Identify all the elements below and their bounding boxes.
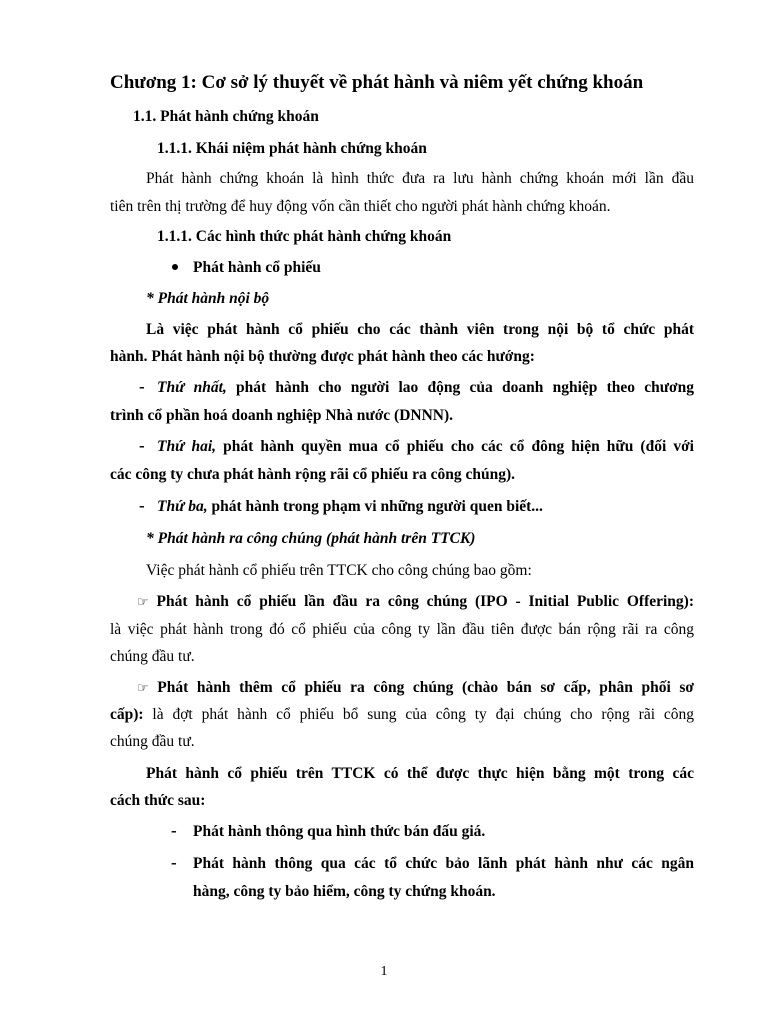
page-number: 1: [380, 964, 388, 979]
subsection-heading-forms: 1.1.1. Các hình thức phát hành chứng khoán: [157, 228, 452, 245]
dash-icon: -: [139, 377, 145, 396]
second-direction-line1: [157, 437, 694, 457]
second-direction-line2: các công ty chưa phát hành rộng rãi cổ phiếu ra công chúng).: [110, 466, 516, 483]
first-direction-line1: [157, 378, 694, 398]
bullet-stock-issuance: Phát hành cổ phiếu: [193, 259, 321, 276]
concept-paragraph-line1: Phát hành chứng khoán là hình thức đưa ra lưu hành chứng khoán mới lần đầu: [146, 170, 694, 187]
first-label: Thứ nhất,: [157, 379, 227, 396]
internal-paragraph-line2: hành. Phát hành nội bộ thường được phát hành theo các hướng:: [110, 348, 535, 365]
second-label: Thứ hai,: [157, 438, 217, 455]
dash-icon: -: [139, 436, 145, 455]
dash-icon: -: [171, 821, 177, 840]
third-label: Thứ ba,: [157, 498, 208, 515]
method-underwrite-line1: Phát hành thông qua các tổ chức bảo lãnh phát hành như các ngân: [193, 855, 694, 872]
subsection-heading-concept: 1.1.1. Khái niệm phát hành chứng khoán: [157, 140, 427, 157]
third-direction-line1: [157, 497, 543, 517]
methods-line1: Phát hành cổ phiếu trên TTCK có thể được thực hiện bằng một trong các: [146, 765, 694, 782]
seo-line2: [110, 705, 694, 725]
method-auction: Phát hành thông qua hình thức bán đấu giá.: [193, 823, 486, 840]
method-underwrite-line2: hàng, công ty bảo hiểm, công ty chứng khoán.: [193, 883, 496, 900]
ipo-line1: [137, 592, 694, 613]
chapter-title: Chương 1: Cơ sở lý thuyết về phát hành và niêm yết chứng khoán: [110, 72, 644, 93]
ipo-line3: chúng đầu tư.: [110, 648, 195, 665]
dash-icon: -: [139, 496, 145, 515]
second-text: phát hành quyền mua cổ phiếu cho các cổ đông hiện hữu (đối với: [216, 438, 694, 455]
seo-bold-tail: cấp):: [110, 706, 144, 723]
public-issuance-heading: * Phát hành ra công chúng (phát hành trên TTCK): [146, 530, 476, 547]
first-text: phát hành cho người lao động của doanh nghiệp theo chương: [226, 379, 694, 396]
methods-line2: cách thức sau:: [110, 792, 206, 809]
section-heading-1-1: 1.1. Phát hành chứng khoán: [133, 108, 319, 125]
seo-bold-text: Phát hành thêm cổ phiếu ra công chúng (chào bán sơ cấp, phân phối sơ: [157, 679, 695, 696]
pointing-hand-icon: ☞: [137, 681, 149, 696]
concept-paragraph-line2: tiên trên thị trường để huy động vốn cần thiết cho người phát hành chứng khoán.: [110, 198, 611, 215]
bullet-dot-icon: [172, 264, 178, 270]
third-text: phát hành trong phạm vi những người quen biết...: [207, 498, 543, 515]
internal-issuance-heading: * Phát hành nội bộ: [146, 290, 270, 307]
seo-line1: [137, 678, 694, 699]
seo-line3: chúng đầu tư.: [110, 733, 195, 750]
internal-paragraph-line1: Là việc phát hành cổ phiếu cho các thành viên trong nội bộ tổ chức phát: [146, 321, 694, 338]
dash-icon: -: [171, 853, 177, 872]
seo-text: là đợt phát hành cổ phiếu bổ sung của công ty đại chúng cho rộng rãi công: [143, 706, 694, 723]
public-intro: Việc phát hành cổ phiếu trên TTCK cho công chúng bao gồm:: [146, 562, 532, 579]
ipo-line2: là việc phát hành trong đó cổ phiếu của công ty lần đầu tiên được bán rộng rãi ra công: [110, 621, 694, 638]
pointing-hand-icon: ☞: [137, 595, 149, 610]
first-direction-line2: trình cổ phần hoá doanh nghiệp Nhà nước (DNNN).: [110, 407, 454, 424]
ipo-bold-text: Phát hành cổ phiếu lần đầu ra công chúng (IPO - Initial Public Offering):: [156, 593, 694, 610]
